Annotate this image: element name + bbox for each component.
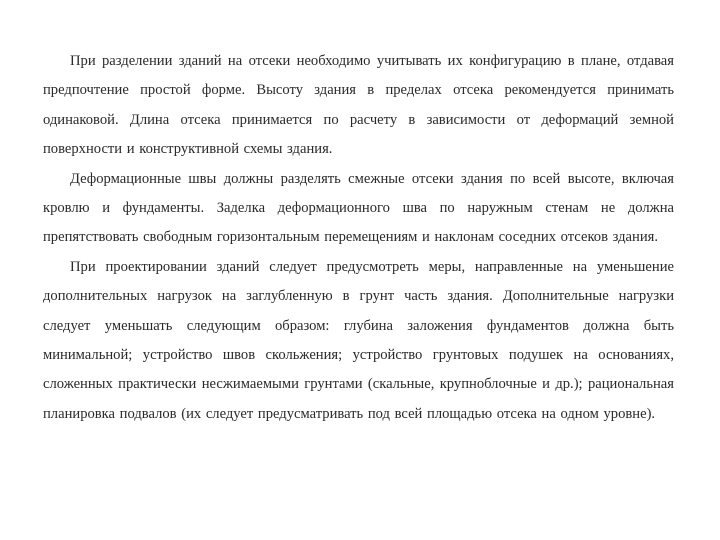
paragraph-deformation-joints: Деформационные швы должны разделять смежные отсеки здания по всей высоте, включая кровлю и фундаменты. Заделка деформационного шва по наружным стенам не должна препятствовать свободным горизонтальным перемещениям и наклонам соседних отсеков здания. bbox=[43, 170, 674, 246]
paragraph-compartments: При разделении зданий на отсеки необходимо учитывать их конфигурацию в плане, отдавая предпочтение простой форме. Высоту здания в пределах отсека рекомендуется принимать одинаковой. Длина отсека принимается по расчету в зависимости от деформаций земной поверхности и конструктивной схемы здания. bbox=[43, 53, 674, 158]
document-body bbox=[43, 47, 674, 429]
paragraph-additional-loads: При проектировании зданий следует предусмотреть меры, направленные на уменьшение дополнительных нагрузок на заглубленную в грунт часть здания. Дополнительные нагрузки следует уменьшать следующим образом: глубина заложения фундаментов должна быть минимальной; устройство швов скольжения; устройство грунтовых подушек на основаниях, сложенных практически несжимаемыми грунтами (скальные, крупноблочные и др.); рациональная планировка подвалов (их следует предусматривать под всей площадью отсека на одном уровне). bbox=[43, 258, 674, 422]
